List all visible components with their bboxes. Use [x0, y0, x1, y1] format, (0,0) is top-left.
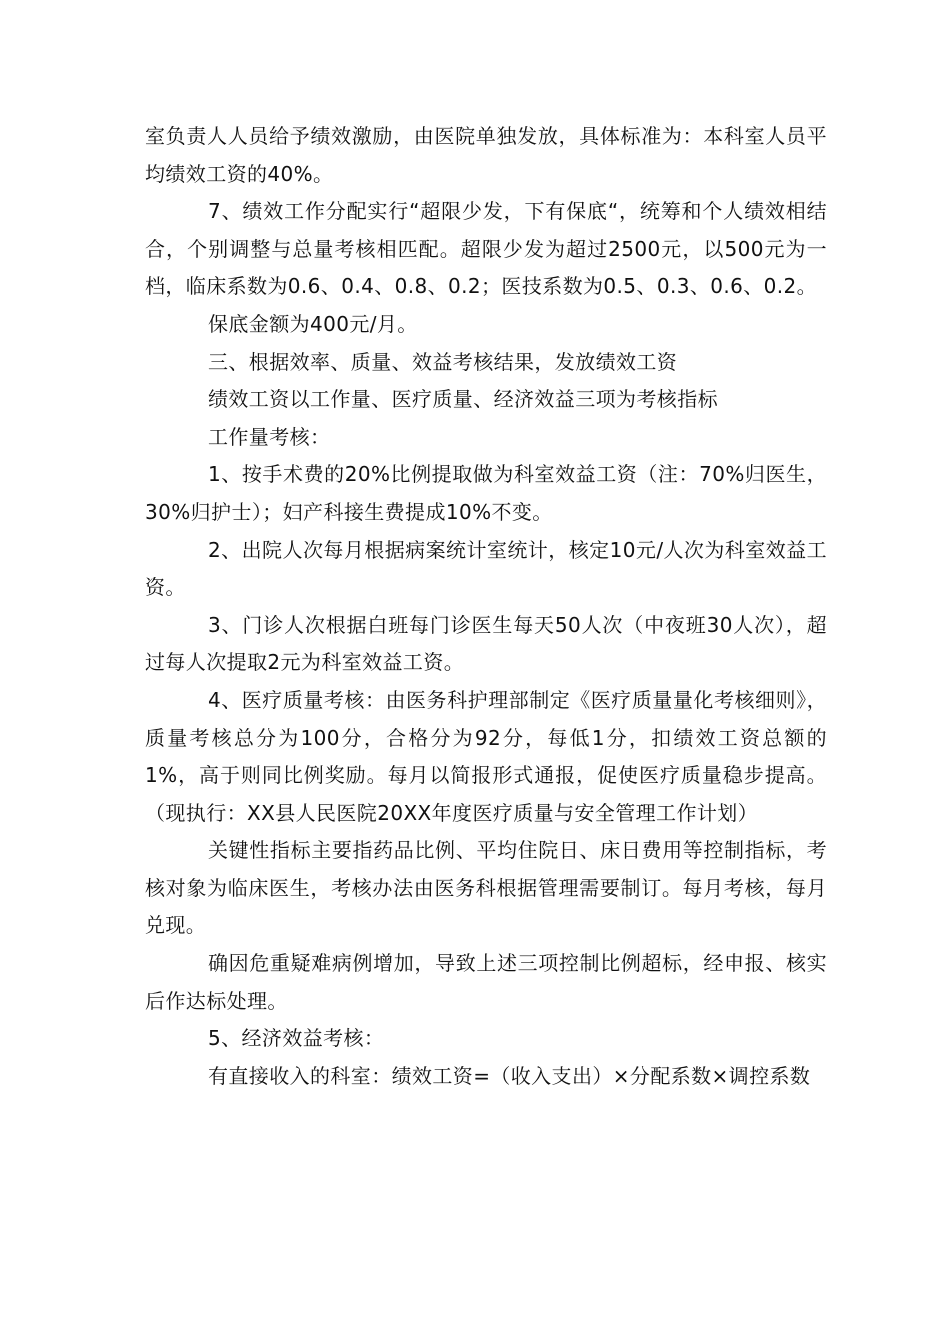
paragraph-assessment-indicators: 绩效工资以工作量、医疗质量、经济效益三项为考核指标	[208, 387, 718, 412]
paragraph-key-indicators: 关键性指标主要指药品比例、平均住院日、床日费用等控制指标，考核对象为临床医生，考核办法由医务科根据管理需要制订。每月考核，每月兑现。	[145, 838, 827, 938]
paragraph-continuation: 室负责人人员给予绩效激励，由医院单独发放，具体标准为：本科室人员平均绩效工资的40%。	[145, 124, 827, 186]
paragraph-minimum-amount: 保底金额为400元/月。	[208, 311, 418, 336]
paragraph-item-5: 5、经济效益考核：	[208, 1026, 385, 1051]
paragraph-item-2: 2、出院人次每月根据病案统计室统计，核定10元/人次为科室效益工资。	[145, 537, 827, 600]
paragraph-item-4: 4、医疗质量考核：由医务科护理部制定《医疗质量量化考核细则》，质量考核总分为100分，合格分为92分，每低1分，扣绩效工资总额的1%，高于则同比例奖励。每月以简报形式通报，促使医疗质量稳步提高。（现执行：XX县人民医院20XX年度医疗质量与安全管理工作计划）	[145, 687, 827, 825]
paragraph-item-3: 3、门诊人次根据白班每门诊医生每天50人次（中夜班30人次），超过每人次提取2元为科室效益工资。	[145, 612, 827, 675]
paragraph-formula: 有直接收入的科室：绩效工资=（收入支出）×分配系数×调控系数	[208, 1063, 811, 1088]
paragraph-exception: 确因危重疑难病例增加，导致上述三项控制比例超标，经申报、核实后作达标处理。	[145, 951, 827, 1013]
document-body	[145, 118, 827, 1095]
section-heading-3: 三、根据效率、质量、效益考核结果，发放绩效工资	[208, 349, 678, 374]
paragraph-item-1: 1、按手术费的20%比例提取做为科室效益工资（注：70%归医生，30%归护士）；妇产科接生费提成10%不变。	[145, 462, 827, 524]
paragraph-item-7: 7、绩效工作分配实行“超限少发，下有保底“，统筹和个人绩效相结合，个别调整与总量考核相匹配。超限少发为超过2500元，以500元为一档，临床系数为0.6、0.4、0.8、0.2；医技系数为0.5、0.3、0.6、0.2。	[145, 199, 827, 299]
subheading-workload: 工作量考核：	[208, 424, 331, 449]
